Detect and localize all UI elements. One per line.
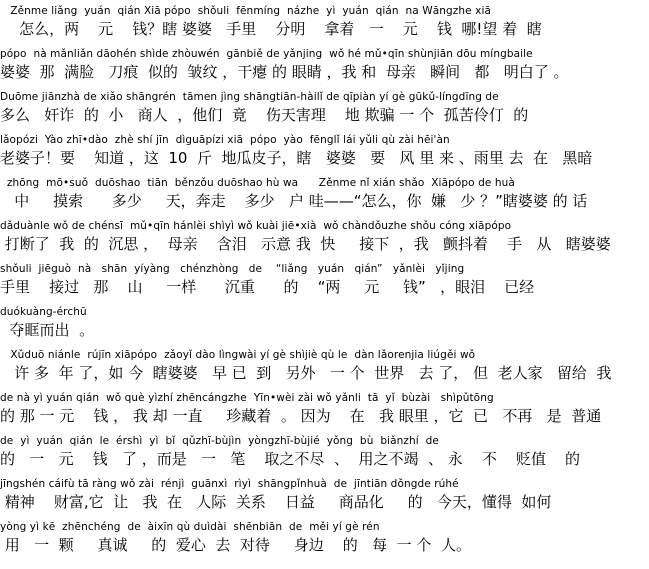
- hanzi-row: 婆婆 那 满脸 刀痕 似的 皱纹 ，干瘪 的 眼睛 ，我 和 母亲 瞬间 都 明白了 。: [0, 63, 569, 81]
- hanzi-row: 怎么，两 元 钱？瞎 婆婆 手里 分明 拿着 一 元 钱 哪!望 着 瞎: [0, 20, 542, 38]
- pinyin-row: dǎduànle wǒ de chénsī mǔ•qīn hánlèi shìyì wǒ kuài jiē•xià wǒ chàndǒuzhe shǒu cóng xiāpópo: [0, 220, 512, 232]
- text-line: [0, 176, 649, 220]
- text-line: [0, 133, 649, 177]
- pinyin-row: yòng yì kē zhēnchéng de àixīn qù duìdài shēnbiān de měi yí gè rén: [0, 521, 380, 533]
- hanzi-row: 精神 财富,它 让 我 在 人际 关系 日益 商品化 的 今天，懂得 如何: [0, 493, 552, 511]
- hanzi-row: 用 一 颗 真诚 的 爱心 去 对待 身边 的 每 一 个 人。: [0, 536, 471, 554]
- text-line: [0, 219, 649, 263]
- text-line: [0, 47, 649, 91]
- pinyin-row: jīngshén cáifù tā ràng wǒ zài rénjì guānxì rìyì shāngpǐnhuà de jīntiān dǒngde rúhé: [0, 478, 459, 490]
- text-line: [0, 262, 649, 306]
- hanzi-row: 打断了 我 的 沉思 ， 母亲 含泪 示意 我 快 接下 ，我 颤抖着 手 从 瞎婆婆: [0, 235, 611, 253]
- pinyin-row: shǒuli jiēguò nà shān yíyàng chénzhòng de “liǎng yuán qián” yǎnlèi yǐjing: [0, 263, 465, 275]
- hanzi-row: 老婆子！要 知道 ，这 10 斤 地瓜皮子，瞎 婆婆 要 风 里 来 、雨里 去 在 黑暗: [0, 149, 593, 167]
- hanzi-row: 许 多 年 了，如 今 瞎婆婆 早 已 到 另外 一 个 世界 去 了， 但 老人家 留给 我: [0, 364, 612, 382]
- pinyin-row: zhōng mō•suǒ duōshao tiān běnzǒu duōshao hù wa Zěnme nǐ xián shǎo Xiāpópo de huà: [0, 177, 515, 189]
- text-line: [0, 305, 649, 349]
- pinyin-row: pópo nà mǎnliǎn dāohén shìde zhòuwén gānbiě de yǎnjing wǒ hé mǔ•qīn shùnjiān dōu míngbaile: [0, 48, 533, 60]
- text-line: [0, 4, 649, 48]
- hanzi-row: 的 那 一 元 钱 ， 我 却 一直 珍藏着 。 因为 在 我 眼里 ，它 已 不再 是 普通: [0, 407, 602, 425]
- hanzi-row: 中 摸索 多少 天，奔走 多少 户 哇——“怎么，你 嫌 少 ？”瞎婆婆 的 话: [0, 192, 588, 210]
- pinyin-row: Duōme jiānzhà de xiǎo shāngrén tāmen jìng shāngtiān-hàilǐ de qīpiàn yí gè gūkǔ-língdīng de: [0, 91, 499, 103]
- pinyin-row: de yì yuán qián le érshì yì bǐ qǔzhī-bùjìn yòngzhī-bùjié yǒng bù biǎnzhí de: [0, 435, 439, 447]
- text-line: [0, 477, 649, 521]
- pinyin-row: de nà yì yuán qián wǒ què yìzhí zhēncángzhe Yīn•wèi zài wǒ yǎnli tā yǐ bùzài shìpǔtōng: [0, 392, 494, 404]
- hanzi-row: 多么 奸诈 的 小 商人 ，他们 竟 伤天害理 地 欺骗 一 个 孤苦伶仃 的: [0, 106, 529, 124]
- text-line: [0, 90, 649, 134]
- text-line: [0, 348, 649, 392]
- pinyin-row: lǎopózi Yào zhī•dào zhè shí jīn dìguāpízi xiā pópo yào fēnglǐ lái yǔli qù zài hēi'àn: [0, 134, 450, 146]
- hanzi-row: 手里 接过 那 山 一样 沉重 的 “两 元 钱” ，眼泪 已经: [0, 278, 535, 296]
- text-line: [0, 520, 649, 564]
- text-line: [0, 434, 649, 478]
- hanzi-row: 夺眶而出 。: [0, 321, 95, 339]
- pinyin-row: Xǔduō niánle rújīn xiāpópo zǎoyǐ dào lìngwài yí gè shìjiè qù le dàn lǎorenjia liúgěi wǒ: [0, 349, 476, 361]
- hanzi-row: 的 一 元 钱 了 ，而是 一 笔 取之不尽 、 用之不竭 、 永 不 贬值 的: [0, 450, 581, 468]
- text-line: [0, 391, 649, 435]
- pinyin-row: duókuàng-érchū: [0, 306, 87, 318]
- pinyin-row: Zěnme liǎng yuán qián Xiā pópo shǒuli fēnmíng názhe yì yuán qián na Wāngzhe xiā: [0, 5, 492, 17]
